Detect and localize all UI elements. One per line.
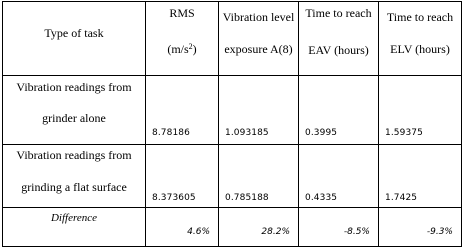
header-row [3,2,462,76]
elv-value: 1.59375 [385,128,423,138]
header-vibration-line2: exposure A(8) [224,42,293,56]
task-line1: Vibration readings from [16,148,132,162]
header-rms-unit [146,42,218,56]
difference-a8: 28.2% [261,227,290,237]
a8-cell [219,76,299,145]
rms-cell [146,76,219,145]
difference-label-cell [3,208,146,247]
task-cell [3,76,146,145]
difference-eav: -8.5% [343,227,370,237]
header-rms: RMS [169,6,195,20]
header-task: Type of task [44,26,104,40]
task-cell [3,145,146,208]
a8-value: 1.093185 [225,128,269,138]
a8-cell [219,145,299,208]
rms-cell [146,145,219,208]
rms-value: 8.373605 [152,193,196,203]
elv-cell [379,145,462,208]
difference-elv-cell [379,208,462,247]
table-row [3,76,462,145]
task-line2: grinding a flat surface [21,180,127,194]
header-elv-cell [379,2,462,76]
difference-rms: 4.6% [187,227,210,237]
header-task-cell [3,2,146,76]
vibration-table [2,1,462,247]
difference-elv: -9.3% [426,227,453,237]
header-eav-line1: Time to reach [305,6,372,20]
rms-value: 8.78186 [152,128,190,138]
rms-unit-base: (m/s [167,42,189,56]
header-vibration-cell [219,2,299,76]
elv-cell [379,76,462,145]
header-rms-cell [146,2,219,76]
task-line1: Vibration readings from [16,80,132,94]
difference-a8-cell [219,208,299,247]
eav-cell [299,145,379,208]
elv-value: 1.7425 [385,193,418,203]
eav-value: 0.4335 [305,193,338,203]
rms-unit-close: ) [192,42,197,56]
difference-label: Difference [50,212,97,224]
table-row [3,145,462,208]
header-vibration-line1: Vibration level [222,10,295,24]
header-elv-line1: Time to reach [386,10,454,24]
task-line2: grinder alone [42,111,106,125]
difference-row [3,208,462,247]
difference-eav-cell [299,208,379,247]
header-eav-cell [299,2,379,76]
header-eav-line2: EAV (hours) [308,43,369,57]
eav-value: 0.3995 [305,128,338,138]
rms-unit-exponent: 2 [188,42,193,51]
a8-value: 0.785188 [225,193,269,203]
difference-rms-cell [146,208,219,247]
eav-cell [299,76,379,145]
header-elv-line2: ELV (hours) [390,42,450,56]
